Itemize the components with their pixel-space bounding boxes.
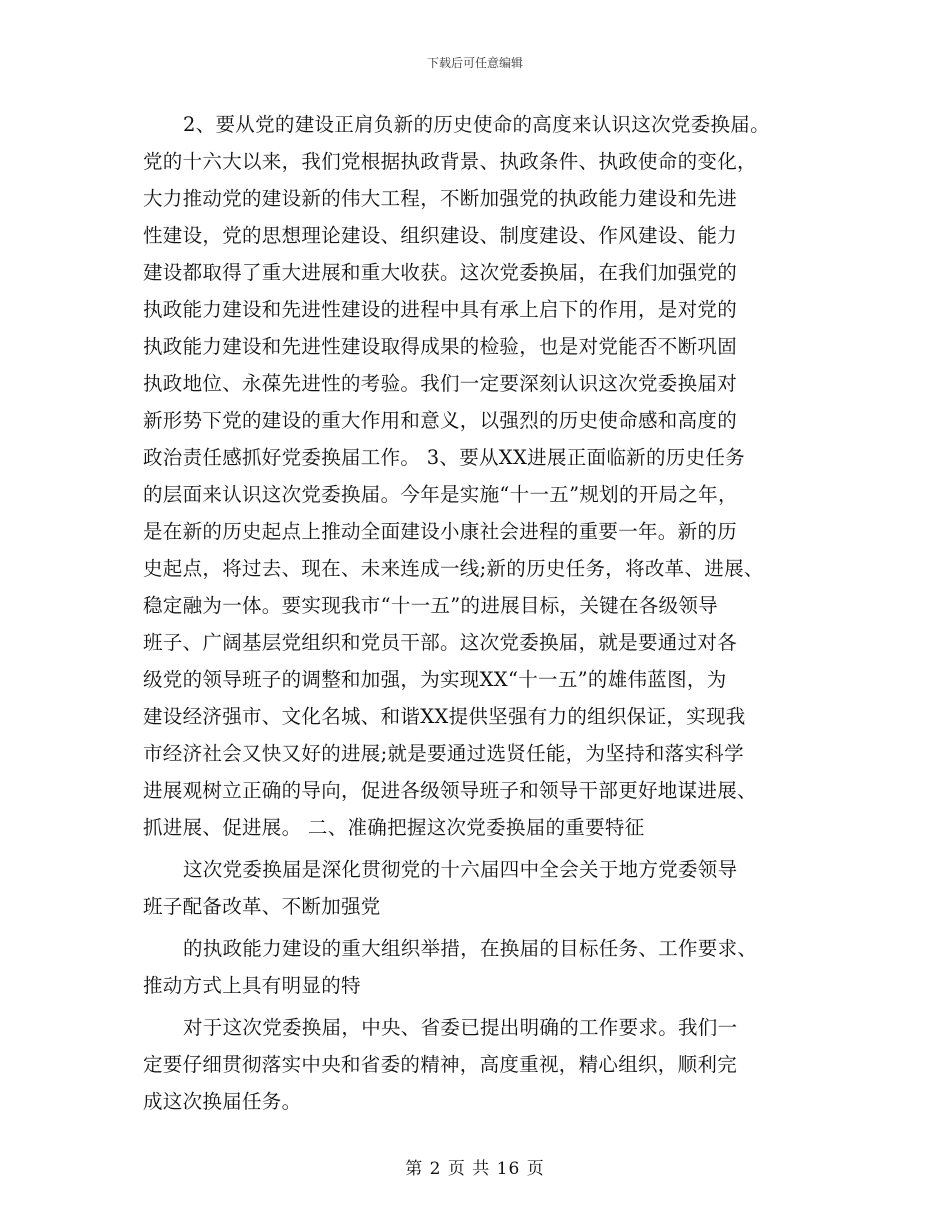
text-line: 抓进展、促进展。 二、准确把握这次党委换届的重要特征 [143,816,645,839]
text-line: 稳定融为一体。要实现我市“十一五”的进展目标，关键在各级领导 [143,594,718,617]
text-line: 执政地位、永葆先进性的考验。我们一定要深刻认识这次党委换届对 [143,372,738,395]
text-line: 定要仔细贯彻落实中央和省委的精神，高度重视，精心组织，顺利完 [143,1053,738,1076]
text-line: 班子、广阔基层党组织和党员干部。这次党委换届，就是要通过对各 [143,631,738,654]
text-line: 推动方式上具有明显的特 [143,974,361,997]
text-line: 是在新的历史起点上推动全面建设小康社会进程的重要一年。新的历 [143,520,738,543]
text-line: 性建设，党的思想理论建设、组织建设、制度建设、作风建设、能力 [143,224,738,247]
text-line: 建设都取得了重大进展和重大收获。这次党委换届，在我们加强党的 [143,261,738,284]
text-line: 对于这次党委换届，中央、省委已提出明确的工作要求。我们一 [183,1016,738,1039]
text-line: 政治责任感抓好党委换届工作。 3、要从XX进展正面临新的历史任务 [143,446,745,469]
page-footer: 第 2 页 共 16 页 [405,1159,545,1179]
text-line: 党的十六大以来，我们党根据执政背景、执政条件、执政使命的变化， [143,150,757,173]
text-line: 的层面来认识这次党委换届。今年是实施“十一五”规划的开局之年， [143,483,738,506]
text-line: 2、要从党的建设正肩负新的历史使命的高度来认识这次党委换届。 [183,113,770,136]
text-line: 进展观树立正确的导向，促进各级领导班子和领导干部更好地谋进展、 [143,779,757,802]
page-header: 下载后可任意编辑 [426,56,523,70]
text-line: 的执政能力建设的重大组织举措，在换届的目标任务、工作要求、 [183,937,758,960]
text-line: 市经济社会又快又好的进展;就是要通过选贤任能，为坚持和落实科学 [143,742,744,765]
text-line: 史起点，将过去、现在、未来连成一线;新的历史任务，将改革、进展、 [143,557,764,580]
text-line: 新形势下党的建设的重大作用和意义，以强烈的历史使命感和高度的 [143,409,738,432]
text-line: 执政能力建设和先进性建设的进程中具有承上启下的作用，是对党的 [143,298,738,321]
text-line: 级党的领导班子的调整和加强，为实现XX“十一五”的雄伟蓝图，为 [143,668,727,691]
text-line: 大力推动党的建设新的伟大工程，不断加强党的执政能力建设和先进 [143,187,738,210]
text-line: 班子配备改革、不断加强党 [143,895,381,918]
text-line: 成这次换届任务。 [143,1090,302,1113]
text-line: 建设经济强市、文化名城、和谐XX提供坚强有力的组织保证，实现我 [143,705,746,728]
text-line: 这次党委换届是深化贯彻党的十六届四中全会关于地方党委领导 [183,858,738,881]
text-line: 执政能力建设和先进性建设取得成果的检验，也是对党能否不断巩固 [143,335,738,358]
